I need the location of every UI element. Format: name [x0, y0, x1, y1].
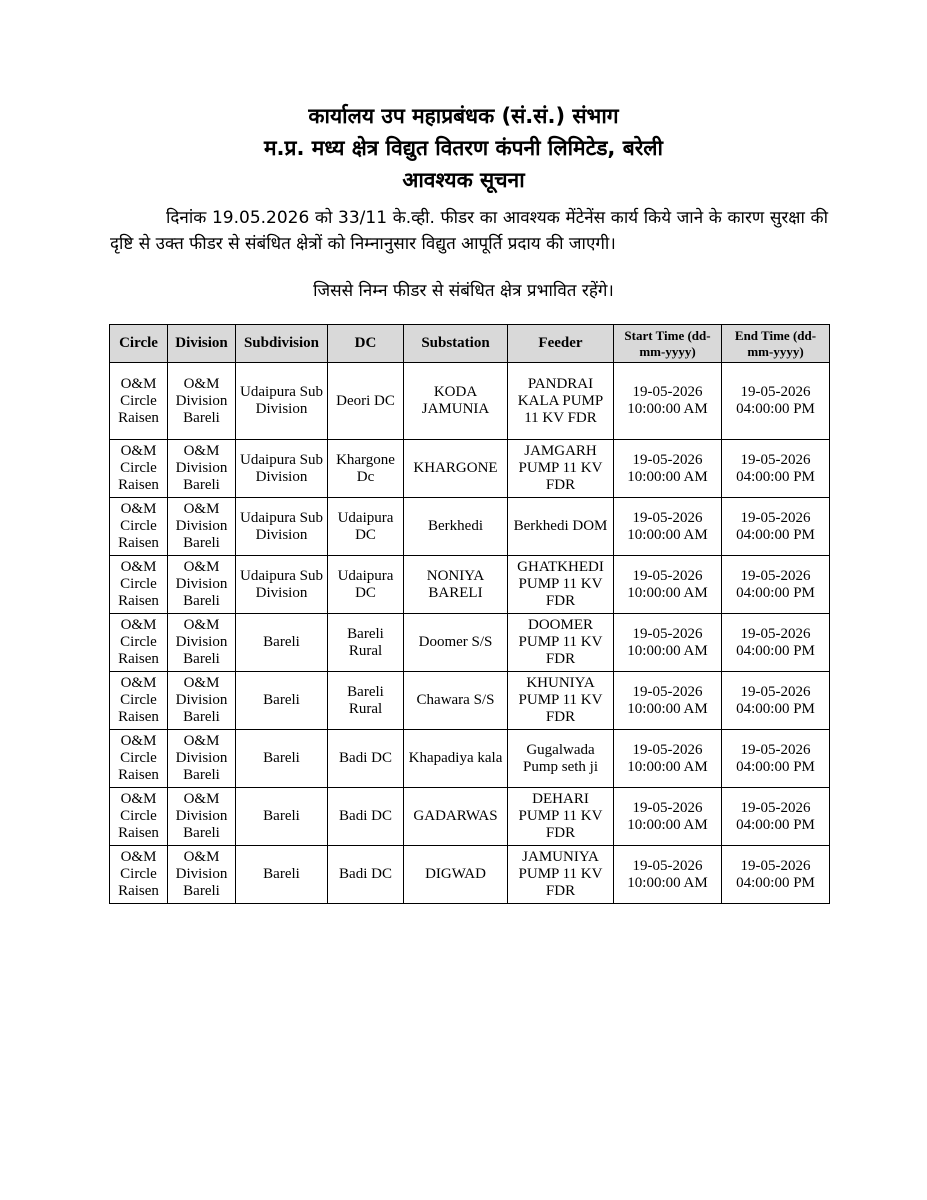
cell-feeder: KHUNIYA PUMP 11 KV FDR — [508, 672, 614, 730]
cell-subdivision: Udaipura Sub Division — [236, 363, 328, 440]
cell-division: O&M Division Bareli — [168, 730, 236, 788]
cell-start-time: 19-05-2026 10:00:00 AM — [614, 363, 722, 440]
header-feeder: Feeder — [508, 325, 614, 363]
cell-substation: Khapadiya kala — [404, 730, 508, 788]
header-circle: Circle — [110, 325, 168, 363]
cell-circle: O&M Circle Raisen — [110, 672, 168, 730]
cell-dc: Khargone Dc — [328, 440, 404, 498]
header-start-time: Start Time (dd-mm-yyyy) — [614, 325, 722, 363]
cell-dc: Deori DC — [328, 363, 404, 440]
cell-circle: O&M Circle Raisen — [110, 556, 168, 614]
cell-circle: O&M Circle Raisen — [110, 363, 168, 440]
header-end-time: End Time (dd-mm-yyyy) — [722, 325, 830, 363]
cell-division: O&M Division Bareli — [168, 556, 236, 614]
cell-start-time: 19-05-2026 10:00:00 AM — [614, 556, 722, 614]
cell-substation: KODA JAMUNIA — [404, 363, 508, 440]
cell-start-time: 19-05-2026 10:00:00 AM — [614, 614, 722, 672]
cell-start-time: 19-05-2026 10:00:00 AM — [614, 498, 722, 556]
cell-substation: Berkhedi — [404, 498, 508, 556]
cell-end-time: 19-05-2026 04:00:00 PM — [722, 363, 830, 440]
cell-substation: GADARWAS — [404, 788, 508, 846]
table-header-row — [110, 325, 830, 363]
cell-circle: O&M Circle Raisen — [110, 846, 168, 904]
cell-end-time: 19-05-2026 04:00:00 PM — [722, 614, 830, 672]
cell-feeder: Berkhedi DOM — [508, 498, 614, 556]
cell-dc: Udaipura DC — [328, 498, 404, 556]
cell-end-time: 19-05-2026 04:00:00 PM — [722, 498, 830, 556]
cell-feeder: PANDRAI KALA PUMP 11 KV FDR — [508, 363, 614, 440]
cell-circle: O&M Circle Raisen — [110, 788, 168, 846]
cell-subdivision: Bareli — [236, 846, 328, 904]
cell-division: O&M Division Bareli — [168, 498, 236, 556]
table-row — [110, 440, 830, 498]
table-row — [110, 614, 830, 672]
table-row — [110, 556, 830, 614]
header-substation: Substation — [404, 325, 508, 363]
header-division: Division — [168, 325, 236, 363]
cell-feeder: GHATKHEDI PUMP 11 KV FDR — [508, 556, 614, 614]
table-row — [110, 363, 830, 440]
cell-subdivision: Bareli — [236, 672, 328, 730]
cell-dc: Bareli Rural — [328, 614, 404, 672]
cell-end-time: 19-05-2026 04:00:00 PM — [722, 556, 830, 614]
header-dc: DC — [328, 325, 404, 363]
cell-dc: Badi DC — [328, 788, 404, 846]
cell-subdivision: Udaipura Sub Division — [236, 556, 328, 614]
cell-feeder: DEHARI PUMP 11 KV FDR — [508, 788, 614, 846]
shutdown-schedule-table — [109, 324, 830, 904]
cell-end-time: 19-05-2026 04:00:00 PM — [722, 788, 830, 846]
cell-end-time: 19-05-2026 04:00:00 PM — [722, 672, 830, 730]
cell-start-time: 19-05-2026 10:00:00 AM — [614, 788, 722, 846]
cell-division: O&M Division Bareli — [168, 440, 236, 498]
cell-start-time: 19-05-2026 10:00:00 AM — [614, 730, 722, 788]
cell-dc: Badi DC — [328, 846, 404, 904]
cell-feeder: Gugalwada Pump seth ji — [508, 730, 614, 788]
notice-header — [0, 100, 927, 196]
cell-subdivision: Bareli — [236, 730, 328, 788]
cell-substation: Doomer S/S — [404, 614, 508, 672]
cell-feeder: JAMUNIYA PUMP 11 KV FDR — [508, 846, 614, 904]
cell-subdivision: Udaipura Sub Division — [236, 440, 328, 498]
cell-division: O&M Division Bareli — [168, 846, 236, 904]
cell-dc: Badi DC — [328, 730, 404, 788]
cell-dc: Udaipura DC — [328, 556, 404, 614]
table-row — [110, 672, 830, 730]
cell-division: O&M Division Bareli — [168, 788, 236, 846]
header-subdivision: Subdivision — [236, 325, 328, 363]
table-row — [110, 788, 830, 846]
cell-substation: KHARGONE — [404, 440, 508, 498]
cell-dc: Bareli Rural — [328, 672, 404, 730]
cell-substation: Chawara S/S — [404, 672, 508, 730]
table-row — [110, 846, 830, 904]
cell-subdivision: Bareli — [236, 614, 328, 672]
cell-end-time: 19-05-2026 04:00:00 PM — [722, 846, 830, 904]
office-title: कार्यालय उप महाप्रबंधक (सं.सं.) संभाग — [308, 104, 619, 128]
cell-end-time: 19-05-2026 04:00:00 PM — [722, 730, 830, 788]
cell-feeder: DOOMER PUMP 11 KV FDR — [508, 614, 614, 672]
company-name: म.प्र. मध्य क्षेत्र विद्युत वितरण कंपनी लिमिटेड, बरेली — [264, 136, 663, 160]
cell-circle: O&M Circle Raisen — [110, 440, 168, 498]
table-body — [110, 363, 830, 904]
cell-substation: DIGWAD — [404, 846, 508, 904]
cell-feeder: JAMGARH PUMP 11 KV FDR — [508, 440, 614, 498]
cell-end-time: 19-05-2026 04:00:00 PM — [722, 440, 830, 498]
cell-division: O&M Division Bareli — [168, 614, 236, 672]
table-row — [110, 730, 830, 788]
affected-note: जिससे निम्न फीडर से संबंधित क्षेत्र प्रभावित रहेंगे। — [313, 281, 614, 301]
cell-circle: O&M Circle Raisen — [110, 730, 168, 788]
cell-start-time: 19-05-2026 10:00:00 AM — [614, 846, 722, 904]
cell-start-time: 19-05-2026 10:00:00 AM — [614, 440, 722, 498]
notice-paragraph: दिनांक 19.05.2026 को 33/11 के.व्ही. फीडर का आवश्यक मेंटेनेंस कार्य किये जाने के कारण सुरक्षा की दृष्टि से उक्त फीडर से संबंधित क्षेत्रों को निम्नानुसार विद्युत आपूर्ति प्रदाय की जाएगी। — [110, 208, 828, 254]
cell-substation: NONIYA BARELI — [404, 556, 508, 614]
cell-division: O&M Division Bareli — [168, 672, 236, 730]
cell-circle: O&M Circle Raisen — [110, 614, 168, 672]
cell-subdivision: Bareli — [236, 788, 328, 846]
notice-title: आवश्यक सूचना — [402, 168, 525, 192]
cell-circle: O&M Circle Raisen — [110, 498, 168, 556]
cell-subdivision: Udaipura Sub Division — [236, 498, 328, 556]
table-row — [110, 498, 830, 556]
cell-start-time: 19-05-2026 10:00:00 AM — [614, 672, 722, 730]
cell-division: O&M Division Bareli — [168, 363, 236, 440]
